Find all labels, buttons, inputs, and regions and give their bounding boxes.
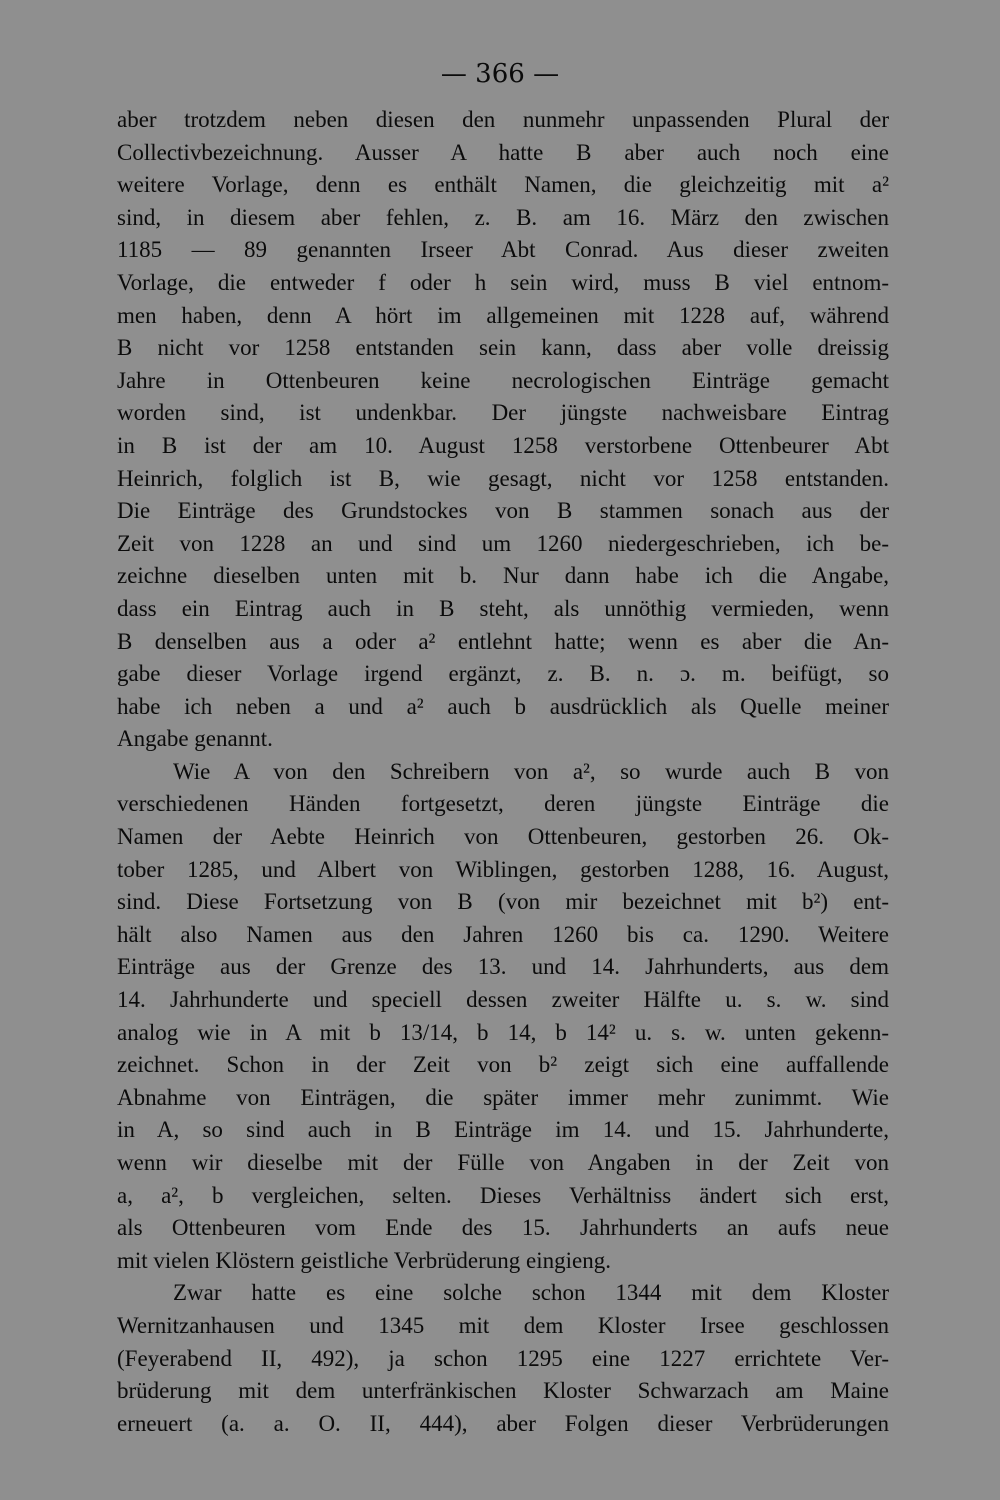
text-line: gabe dieser Vorlage irgend ergänzt, z. B. n. ɔ. m. beifügt, so bbox=[117, 661, 889, 687]
page-number-header: — 366 — bbox=[440, 59, 560, 89]
paragraph-start-line: Wie A von den Schreibern von a², so wurde auch B von bbox=[173, 758, 889, 784]
text-line: Vorlage, die entweder f oder h sein wird, muss B viel entnom- bbox=[117, 269, 889, 295]
text-line: Namen der Aebte Heinrich von Ottenbeuren, gestorben 26. Ok- bbox=[117, 824, 889, 850]
text-line: Heinrich, folglich ist B, wie gesagt, nicht vor 1258 entstanden. bbox=[117, 465, 889, 491]
text-line: a, a², b vergleichen, selten. Dieses Verhältniss ändert sich erst, bbox=[117, 1182, 889, 1208]
text-line: hält also Namen aus den Jahren 1260 bis ca. 1290. Weitere bbox=[117, 921, 889, 947]
paragraph-start-line: Zwar hatte es eine solche schon 1344 mit dem Kloster bbox=[173, 1280, 889, 1306]
text-line: aber trotzdem neben diesen den nunmehr unpassenden Plural der bbox=[117, 107, 889, 132]
text-line: brüderung mit dem unterfränkischen Kloster Schwarzach am Maine bbox=[117, 1378, 889, 1404]
text-line: Collectivbezeichnung. Ausser A hatte B aber auch noch eine bbox=[117, 139, 889, 165]
text-line: tober 1285, und Albert von Wiblingen, gestorben 1288, 16. August, bbox=[117, 856, 889, 882]
text-line: habe ich neben a und a² auch b ausdrücklich als Quelle meiner bbox=[117, 693, 889, 719]
text-line: Abnahme von Einträgen, die später immer mehr zunimmt. Wie bbox=[117, 1084, 889, 1110]
text-line: men haben, denn A hört im allgemeinen mit 1228 auf, während bbox=[117, 302, 889, 328]
text-line: verschiedenen Händen fortgesetzt, deren jüngste Einträge die bbox=[117, 791, 889, 817]
text-line: Einträge aus der Grenze des 13. und 14. Jahrhunderts, aus dem bbox=[117, 954, 889, 980]
text-line: in A, so sind auch in B Einträge im 14. und 15. Jahrhunderte, bbox=[117, 1117, 889, 1143]
text-line: sind. Diese Fortsetzung von B (von mir bezeichnet mit b²) ent- bbox=[117, 889, 889, 915]
text-line: Wernitzanhausen und 1345 mit dem Kloster Irsee geschlossen bbox=[117, 1312, 889, 1338]
text-line: (Feyerabend II, 492), ja schon 1295 eine 1227 errichtete Ver- bbox=[117, 1345, 889, 1371]
text-line: erneuert (a. a. O. II, 444), aber Folgen dieser Verbrüderungen bbox=[117, 1410, 889, 1436]
text-line: analog wie in A mit b 13/14, b 14, b 14² u. s. w. unten gekenn- bbox=[117, 1019, 889, 1045]
text-line: Zeit von 1228 an und sind um 1260 niedergeschrieben, ich be- bbox=[117, 530, 889, 556]
text-line: Die Einträge des Grundstockes von B stammen sonach aus der bbox=[117, 498, 889, 524]
text-line: zeichnet. Schon in der Zeit von b² zeigt sich eine auffallende bbox=[117, 1052, 889, 1078]
text-line: sind, in diesem aber fehlen, z. B. am 16. März den zwischen bbox=[117, 204, 889, 230]
text-line: Angabe genannt. bbox=[117, 726, 273, 752]
text-line: mit vielen Klöstern geistliche Verbrüderung eingieng. bbox=[117, 1247, 611, 1273]
text-line: als Ottenbeuren vom Ende des 15. Jahrhunderts an aufs neue bbox=[117, 1215, 889, 1241]
text-line: wenn wir dieselbe mit der Fülle von Angaben in der Zeit von bbox=[117, 1150, 889, 1175]
text-line: worden sind, ist undenkbar. Der jüngste nachweisbare Eintrag bbox=[117, 400, 889, 426]
text-line: Jahre in Ottenbeuren keine necrologischen Einträge gemacht bbox=[117, 367, 889, 393]
text-line: 1185 — 89 genannten Irseer Abt Conrad. Aus dieser zweiten bbox=[117, 237, 889, 263]
text-line: B nicht vor 1258 entstanden sein kann, dass aber volle dreissig bbox=[117, 335, 889, 361]
text-line: dass ein Eintrag auch in B steht, als unnöthig vermieden, wenn bbox=[117, 595, 889, 621]
body-text bbox=[117, 104, 889, 1440]
text-line: zeichne dieselben unten mit b. Nur dann habe ich die Angabe, bbox=[117, 563, 889, 589]
text-line: in B ist der am 10. August 1258 verstorbene Ottenbeurer Abt bbox=[117, 432, 889, 458]
text-line: B denselben aus a oder a² entlehnt hatte; wenn es aber die An- bbox=[117, 628, 889, 654]
text-line: weitere Vorlage, denn es enthält Namen, die gleichzeitig mit a² bbox=[117, 172, 889, 198]
text-line: 14. Jahrhunderte und speciell dessen zweiter Hälfte u. s. w. sind bbox=[117, 987, 889, 1013]
